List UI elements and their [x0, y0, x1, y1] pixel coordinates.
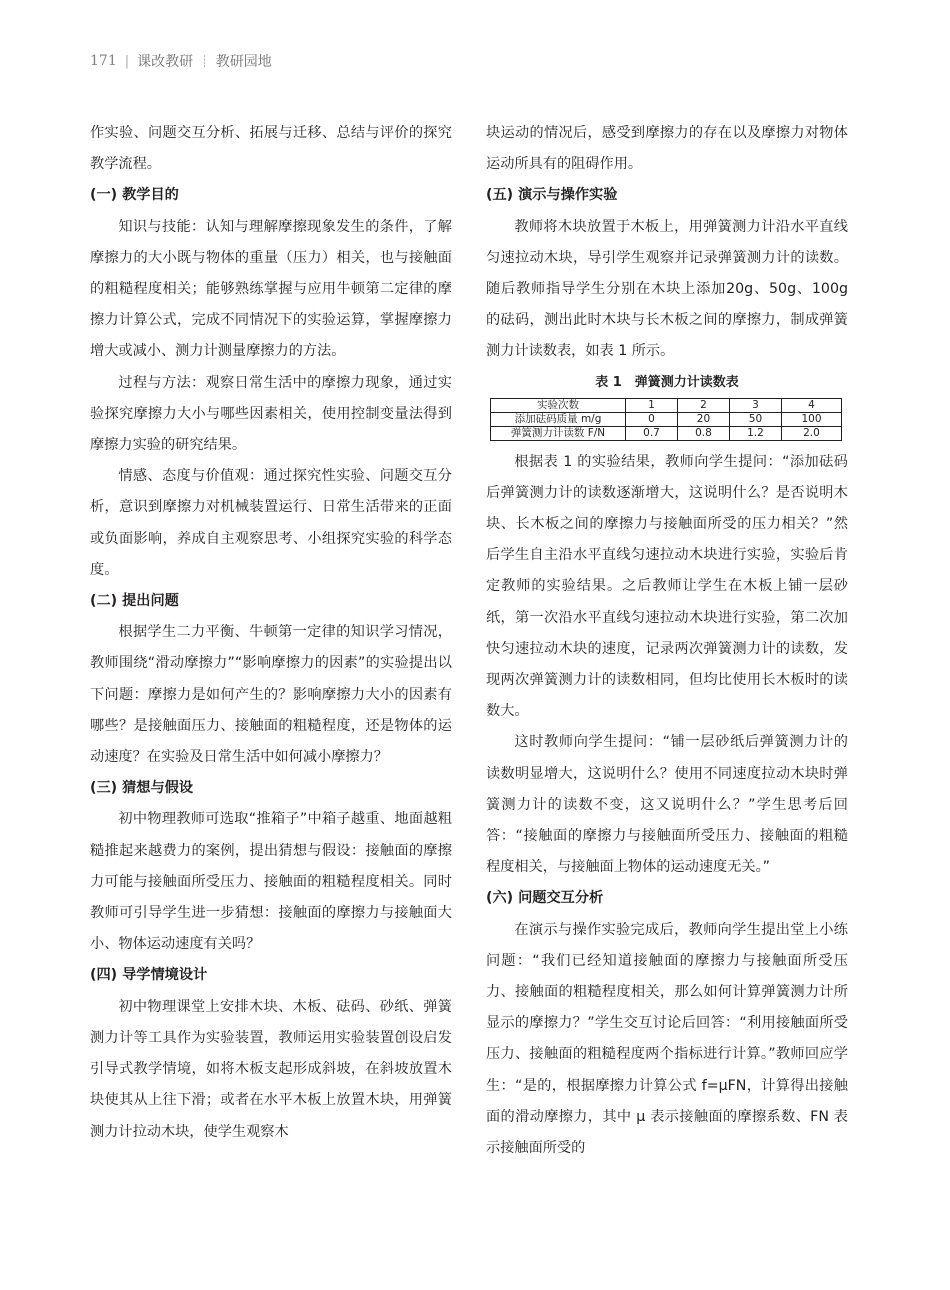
paragraph: 情感、态度与价值观：通过探究性实验、问题交互分析，意识到摩擦力对机械装置运行、日常生活带来的正面或负面影响，养成自主观察思考、小组探究实验的科学态度。	[90, 468, 452, 578]
header-section: 课改教研	[137, 54, 194, 70]
running-header	[90, 50, 272, 72]
section-heading: (一) 教学目的	[90, 187, 179, 204]
table-cell: 3	[729, 398, 781, 412]
table-row	[491, 412, 842, 426]
table-caption: 表 1 弹簧测力计读数表	[595, 374, 739, 390]
section-heading: (三) 猜想与假设	[90, 780, 194, 797]
table-cell: 100	[781, 412, 841, 426]
paragraph: 这时教师向学生提问：“铺一层砂纸后弹簧测力计的读数明显增大，这说明什么？使用不同速度拉动木块时弹簧测力计的读数不变，这又说明什么？”学生思考后回答：“接触面的摩擦力与接触面所受压力、接触面的粗糙程度相关，与接触面上物体的运动速度无关。”	[486, 734, 848, 876]
section-heading: (二) 提出问题	[90, 593, 179, 610]
table-cell: 20	[677, 412, 729, 426]
header-subsection: 教研园地	[215, 54, 272, 70]
paragraph: 在演示与操作实验完成后，教师向学生提出堂上小练问题：“我们已经知道接触面的摩擦力与接触面所受压力、接触面的粗糙程度相关，那么如何计算弹簧测力计所显示的摩擦力？”学生交互讨论后回答：“利用接触面所受压力、接触面的粗糙程度两个指标进行计算。”教师回应学生：“是的，根据摩擦力计算公式 f=μFN，计算得出接触面的滑动摩擦力，其中 μ 表示接触面的摩擦系数、FN 表示接触面所受的	[486, 921, 848, 1157]
table-cell: 1.2	[729, 426, 781, 440]
table-row	[491, 398, 842, 412]
table-cell: 50	[729, 412, 781, 426]
right-column-top	[486, 118, 848, 368]
right-column	[486, 118, 848, 1164]
table-cell: 1	[626, 398, 678, 412]
table-row-label: 弹簧测力计读数 F/N	[491, 426, 626, 440]
left-column	[90, 118, 452, 1148]
table-row	[491, 426, 842, 440]
section-heading: (四) 导学情境设计	[90, 967, 208, 984]
header-dotted-separator: ┊	[201, 54, 208, 68]
paragraph: 块运动的情况后，感受到摩擦力的存在以及摩擦力对物体运动所具有的阻碍作用。	[486, 125, 848, 173]
table-cell: 2	[677, 398, 729, 412]
table-cell: 2.0	[781, 426, 841, 440]
page-number: 171	[90, 53, 117, 69]
reading-table	[490, 398, 842, 441]
paragraph: 教师将木块放置于木板上，用弹簧测力计沿水平直线匀速拉动木块，导引学生观察并记录弹簧测力计的读数。随后教师指导学生分别在木块上添加20g、50g、100g 的砝码，测出此时木块与长木板之间的摩擦力，制成弹簧测力计读数表，如表 1 所示。	[486, 218, 848, 360]
section-heading: (六) 问题交互分析	[486, 890, 604, 907]
table-row-label: 实验次数	[491, 398, 626, 412]
paragraph: 过程与方法：观察日常生活中的摩擦力现象，通过实验探究摩擦力大小与哪些因素相关，使用控制变量法得到摩擦力实验的研究结果。	[90, 374, 452, 454]
paragraph: 作实验、问题交互分析、拓展与迁移、总结与评价的探究教学流程。	[90, 125, 452, 173]
table-row-label: 添加砝码质量 m/g	[491, 412, 626, 426]
header-separator: |	[124, 53, 130, 69]
paragraph: 根据表 1 的实验结果，教师向学生提问：“添加砝码后弹簧测力计的读数逐渐增大，这说明什么？是否说明木块、长木板之间的摩擦力与接触面所受的压力相关？”然后学生自主沿水平直线匀速拉动木块进行实验，实验后肯定教师的实验结果。之后教师让学生在木板上铺一层砂纸，第一次沿水平直线匀速拉动木块进行实验，第二次加快匀速拉动木块的速度，记录两次弹簧测力计的读数，发现两次弹簧测力计的读数相同，但均比使用长木板时的读数大。	[486, 453, 848, 720]
right-column-bottom	[486, 447, 848, 1165]
table-cell: 4	[781, 398, 841, 412]
section-heading: (五) 演示与操作实验	[486, 187, 618, 204]
paragraph: 根据学生二力平衡、牛顿第一定律的知识学习情况，教师围绕“滑动摩擦力”“影响摩擦力的因素”的实验提出以下问题：摩擦力是如何产生的？影响摩擦力大小的因素有哪些？是接触面压力、接触面的粗糙程度，还是物体的运动速度？在实验及日常生活中如何减小摩擦力？	[90, 624, 452, 766]
table-1	[486, 374, 848, 441]
paragraph: 初中物理教师可选取“推箱子”中箱子越重、地面越粗糙推起来越费力的案例，提出猜想与假设：接触面的摩擦力可能与接触面所受压力、接触面的粗糙程度相关。同时教师可引导学生进一步猜想：接触面的摩擦力与接触面大小、物体运动速度有关吗？	[90, 811, 452, 953]
table-cell: 0.8	[677, 426, 729, 440]
paragraph: 初中物理课堂上安排木块、木板、砝码、砂纸、弹簧测力计等工具作为实验装置，教师运用实验装置创设启发引导式教学情境，如将木板支起形成斜坡，在斜坡放置木块使其从上往下滑；或者在水平木板上放置木块，用弹簧测力计拉动木块，使学生观察木	[90, 998, 452, 1140]
table-cell: 0.7	[626, 426, 678, 440]
paragraph: 知识与技能：认知与理解摩擦现象发生的条件，了解摩擦力的大小既与物体的重量（压力）相关，也与接触面的粗糙程度相关；能够熟练掌握与应用牛顿第二定律的摩擦力计算公式，完成不同情况下的实验运算，掌握摩擦力增大或减小、测力计测量摩擦力的方法。	[90, 218, 452, 360]
table-cell: 0	[626, 412, 678, 426]
